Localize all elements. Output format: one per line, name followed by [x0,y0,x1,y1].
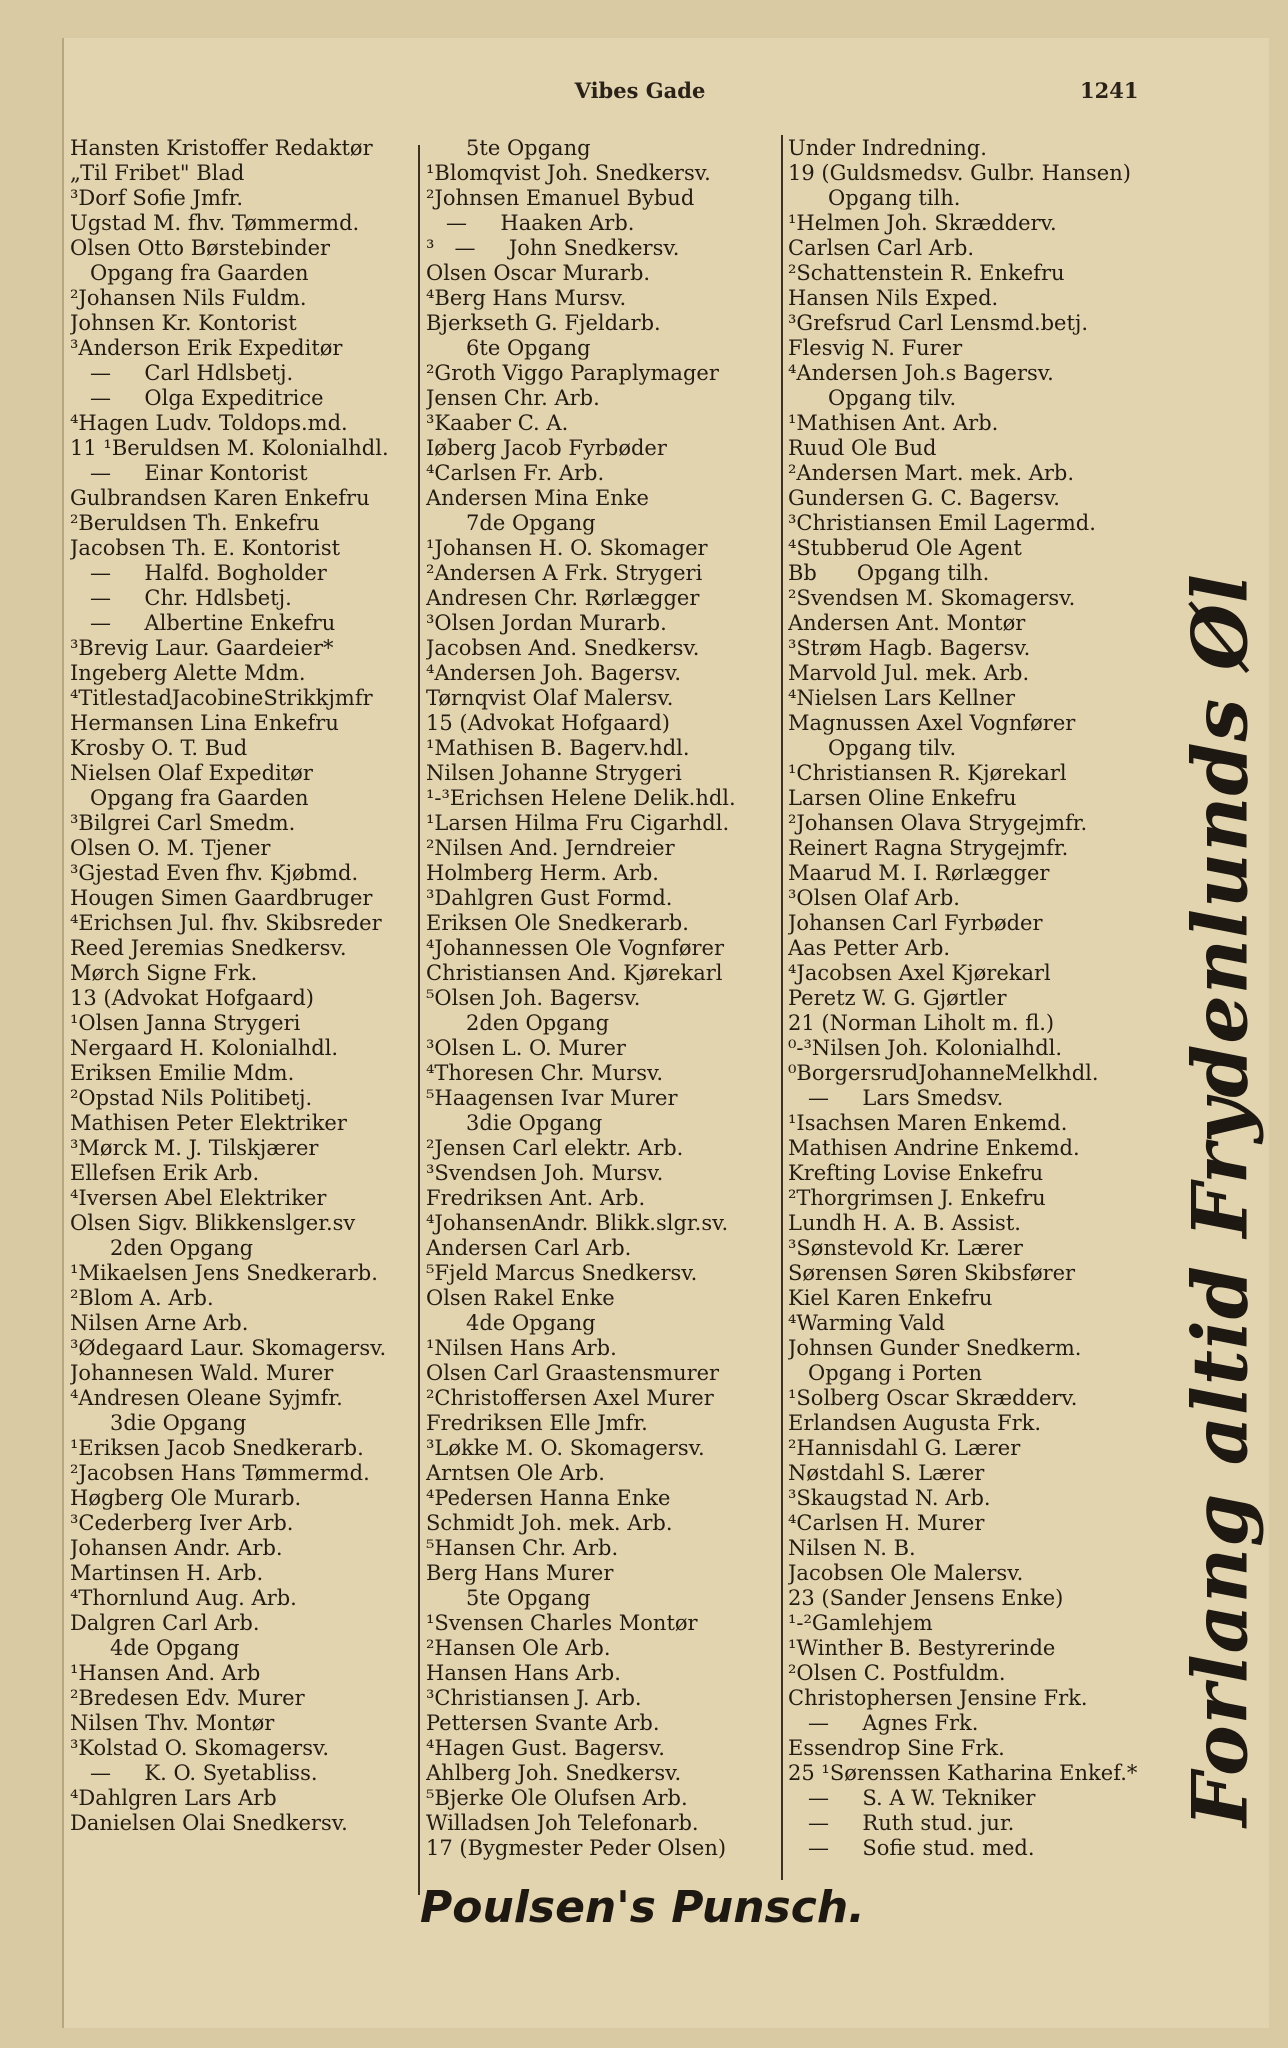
directory-entry: ⁴Stubberud Ole Agent [788,536,1022,560]
directory-entry: ¹Larsen Hilma Fru Cigarhdl. [426,811,730,835]
directory-entry: ⁵Hansen Chr. Arb. [426,1536,619,1560]
directory-entry: ³Løkke M. O. Skomagersv. [426,1436,705,1460]
directory-entry: 21 (Norman Liholt m. fl.) [788,1011,1055,1035]
directory-column-3 [788,136,1158,1861]
directory-entry: ¹-³Erichsen Helene Delik.hdl. [426,786,736,810]
directory-entry: ¹Mikaelsen Jens Snedkerarb. [70,1261,378,1285]
directory-entry: ³Olsen L. O. Murer [426,1036,626,1060]
directory-entry: ³Dahlgren Gust Formd. [426,886,673,910]
directory-entry: Reed Jeremias Snedkersv. [70,936,347,960]
directory-entry: ²Johnsen Emanuel Bybud [426,186,695,210]
directory-entry: Larsen Oline Enkefru [788,786,1017,810]
directory-entry: Mathisen Andrine Enkemd. [788,1136,1080,1160]
directory-entry: ³Bilgrei Carl Smedm. [70,811,296,835]
directory-entry: Ahlberg Joh. Snedkersv. [426,1761,682,1785]
directory-entry: Jacobsen Th. E. Kontorist [70,536,341,560]
directory-entry: Christophersen Jensine Frk. [788,1686,1088,1710]
directory-entry: 7de Opgang [426,511,596,535]
directory-entry: ³Ødegaard Laur. Skomagersv. [70,1336,387,1360]
directory-entry: Arntsen Ole Arb. [426,1461,605,1485]
directory-entry: 2den Opgang [426,1011,610,1035]
directory-entry: 2den Opgang [70,1236,254,1260]
directory-entry: 6te Opgang [426,336,591,360]
directory-entry: 17 (Bygmester Peder Olsen) [426,1836,727,1860]
directory-entry: Andersen Carl Arb. [426,1236,632,1260]
directory-entry: Jacobsen Ole Malersv. [788,1561,1024,1585]
directory-entry: — Einar Kontorist [70,461,308,485]
directory-entry: 15 (Advokat Hofgaard) [426,711,670,735]
directory-entry: ⁴Warming Vald [788,1311,945,1335]
directory-entry: ²Christoffersen Axel Murer [426,1386,714,1410]
directory-entry: ¹Olsen Janna Strygeri [70,1011,301,1035]
directory-entry: Eriksen Emilie Mdm. [70,1061,295,1085]
directory-entry: ³Mørck M. J. Tilskjærer [70,1136,319,1160]
directory-entry: ⁴Jacobsen Axel Kjørekarl [788,961,1051,985]
directory-entry: ³Brevig Laur. Gaardeier* [70,636,334,660]
directory-entry: Ruud Ole Bud [788,436,937,460]
directory-entry: ⁴Dahlgren Lars Arb [70,1786,277,1810]
directory-entry: 11 ¹Beruldsen M. Kolonialhdl. [70,436,389,460]
directory-entry: ¹Mathisen Ant. Arb. [788,411,999,435]
directory-entry: Lundh H. A. B. Assist. [788,1211,1021,1235]
directory-entry: ¹Christiansen R. Kjørekarl [788,761,1067,785]
directory-entry: ³Dorf Sofie Jmfr. [70,186,244,210]
directory-entry: ⁰-³Nilsen Joh. Kolonialhdl. [788,1036,1063,1060]
directory-entry: Tørnqvist Olaf Malersv. [426,686,674,710]
directory-entry: Hansen Nils Exped. [788,286,999,310]
directory-entry: Christiansen And. Kjørekarl [426,961,723,985]
directory-entry: Ellefsen Erik Arb. [70,1161,260,1185]
directory-entry: 25 ¹Sørenssen Katharina Enkef.* [788,1761,1138,1785]
directory-entry: Nergaard H. Kolonialhdl. [70,1036,339,1060]
directory-entry: Maarud M. I. Rørlægger [788,861,1050,885]
directory-entry: Johnsen Kr. Kontorist [70,311,297,335]
directory-entry: Krosby O. T. Bud [70,736,248,760]
directory-entry: ¹Eriksen Jacob Snedkerarb. [70,1436,364,1460]
directory-entry: Olsen O. M. Tjener [70,836,271,860]
directory-entry: Carlsen Carl Arb. [788,236,975,260]
directory-entry: — Carl Hdlsbetj. [70,361,294,385]
advertisement-frydenlund: Forlang altid Frydenlunds Øl [1175,573,1265,1827]
directory-entry: ²Nilsen And. Jerndreier [426,836,675,860]
directory-entry: Holmberg Herm. Arb. [426,861,659,885]
directory-entry: — Halfd. Bogholder [70,561,327,585]
directory-entry: Olsen Carl Graastensmurer [426,1361,720,1385]
directory-entry: ²Bredesen Edv. Murer [70,1686,305,1710]
directory-entry: ⁴Hagen Gust. Bagersv. [426,1736,665,1760]
directory-entry: ⁰BorgersrudJohanneMelkhdl. [788,1061,1099,1085]
directory-entry: Opgang tilv. [788,736,957,760]
directory-entry: ⁴Andersen Joh.s Bagersv. [788,361,1054,385]
directory-entry: ³Skaugstad N. Arb. [788,1486,991,1510]
directory-entry: ²Schattenstein R. Enkefru [788,261,1065,285]
directory-entry: 5te Opgang [426,1586,591,1610]
directory-entry: ⁴JohansenAndr. Blikk.slgr.sv. [426,1211,729,1235]
directory-entry: Andresen Chr. Rørlægger [426,586,700,610]
directory-entry: ³Christiansen Emil Lagermd. [788,511,1096,535]
directory-entry: ¹Johansen H. O. Skomager [426,536,708,560]
directory-entry: ³Sønstevold Kr. Lærer [788,1236,1023,1260]
directory-entry: Nøstdahl S. Lærer [788,1461,985,1485]
directory-entry: Nilsen N. B. [788,1536,916,1560]
directory-entry: — Haaken Arb. [426,211,635,235]
street-title: Vibes Gade [574,78,706,103]
directory-entry: Hansten Kristoffer Redaktør [70,136,373,160]
directory-entry: Krefting Lovise Enkefru [788,1161,1044,1185]
directory-entry: Johansen Carl Fyrbøder [788,911,1043,935]
directory-entry: ¹Mathisen B. Bagerv.hdl. [426,736,690,760]
directory-entry: Reinert Ragna Strygejmfr. [788,836,1069,860]
directory-entry: ⁴Carlsen H. Murer [788,1511,985,1535]
directory-entry: Johnsen Gunder Snedkerm. [788,1336,1082,1360]
directory-entry: Ugstad M. fhv. Tømmermd. [70,211,360,235]
directory-entry: ²Johansen Nils Fuldm. [70,286,307,310]
directory-entry: Hansen Hans Arb. [426,1661,621,1685]
directory-entry: — Ruth stud. jur. [788,1811,1015,1835]
directory-entry: Martinsen H. Arb. [70,1561,264,1585]
directory-entry: ²Olsen C. Postfuldm. [788,1661,1006,1685]
directory-entry: Essendrop Sine Frk. [788,1736,1005,1760]
directory-entry: Peretz W. G. Gjørtler [788,986,1007,1010]
directory-entry: ⁴Hagen Ludv. Toldops.md. [70,411,348,435]
directory-entry: Iøberg Jacob Fyrbøder [426,436,667,460]
directory-entry: ²Hansen Ole Arb. [426,1636,611,1660]
directory-entry: ¹-²Gamlehjem [788,1611,933,1635]
directory-entry: ²Svendsen M. Skomagersv. [788,586,1076,610]
directory-entry: ¹Solberg Oscar Skrædderv. [788,1386,1078,1410]
directory-entry: Willadsen Joh Telefonarb. [426,1811,699,1835]
directory-entry: ³Kaaber C. A. [426,411,569,435]
directory-entry: Opgang tilh. [788,186,961,210]
directory-entry: — Agnes Frk. [788,1711,979,1735]
directory-entry: ²Beruldsen Th. Enkefru [70,511,320,535]
directory-entry: ⁴Andresen Oleane Syjmfr. [70,1386,343,1410]
directory-column-1 [70,136,420,1836]
directory-entry: ³Svendsen Joh. Mursv. [426,1161,664,1185]
directory-entry: Marvold Jul. mek. Arb. [788,661,1030,685]
directory-entry: Hougen Simen Gaardbruger [70,886,373,910]
directory-entry: Fredriksen Ant. Arb. [426,1186,646,1210]
directory-column-2 [426,136,786,1861]
directory-entry: Eriksen Ole Snedkerarb. [426,911,689,935]
directory-entry: Opgang tilv. [788,386,957,410]
directory-entry: Johansen Andr. Arb. [70,1536,283,1560]
directory-entry: Nilsen Arne Arb. [70,1311,249,1335]
directory-entry: Gulbrandsen Karen Enkefru [70,486,370,510]
directory-entry: Pettersen Svante Arb. [426,1711,660,1735]
column-divider-1 [418,145,420,1895]
directory-entry: Olsen Oscar Murarb. [426,261,651,285]
directory-entry: Olsen Rakel Enke [426,1286,615,1310]
directory-entry: ³Kolstad O. Skomagersv. [70,1736,330,1760]
directory-entry: ³Olsen Jordan Murarb. [426,611,667,635]
directory-entry: ⁵Bjerke Ole Olufsen Arb. [426,1786,688,1810]
directory-entry: ⁵Haagensen Ivar Murer [426,1086,678,1110]
directory-entry: — Lars Smedsv. [788,1086,1004,1110]
directory-entry: Olsen Otto Børstebinder [70,236,331,260]
directory-entry: ³ — John Snedkersv. [426,236,680,260]
directory-entry: „Til Fribet" Blad [70,161,245,185]
page-number: 1241 [1080,78,1139,103]
directory-entry: ²Johansen Olava Strygejmfr. [788,811,1088,835]
directory-entry: ⁵Fjeld Marcus Snedkersv. [426,1261,698,1285]
directory-entry: ¹Hansen And. Arb [70,1661,261,1685]
directory-entry: 3die Opgang [70,1411,247,1435]
directory-entry: — Chr. Hdlsbetj. [70,586,292,610]
column-divider-2 [781,135,783,1880]
directory-entry: ³Olsen Olaf Arb. [788,886,960,910]
directory-entry: Mørch Signe Frk. [70,961,258,985]
directory-entry: Olsen Sigv. Blikkenslger.sv [70,1211,356,1235]
directory-entry: — K. O. Syetabliss. [70,1761,318,1785]
directory-entry: — Albertine Enkefru [70,611,336,635]
directory-entry: ⁴Nielsen Lars Kellner [788,686,1015,710]
directory-entry: ³Grefsrud Carl Lensmd.betj. [788,311,1089,335]
directory-entry: Ingeberg Alette Mdm. [70,661,306,685]
directory-entry: ⁴Pedersen Hanna Enke [426,1486,671,1510]
directory-entry: ³Strøm Hagb. Bagersv. [788,636,1031,660]
directory-entry: ²Andersen Mart. mek. Arb. [788,461,1075,485]
directory-entry: ¹Isachsen Maren Enkemd. [788,1111,1068,1135]
directory-entry: Nilsen Thv. Montør [70,1711,275,1735]
advertisement-poulsen-punsch: Poulsen's Punsch. [420,1882,865,1933]
directory-entry: — Olga Expeditrice [70,386,324,410]
directory-entry: ³Gjestad Even fhv. Kjøbmd. [70,861,359,885]
directory-entry: ⁴Berg Hans Mursv. [426,286,627,310]
directory-entry: 3die Opgang [426,1111,603,1135]
directory-entry: ²Groth Viggo Paraplymager [426,361,719,385]
directory-entry: Mathisen Peter Elektriker [70,1111,347,1135]
directory-entry: Aas Petter Arb. [788,936,951,960]
directory-entry: ³Cederberg Iver Arb. [70,1511,294,1535]
directory-entry: Dalgren Carl Arb. [70,1611,260,1635]
directory-entry: Schmidt Joh. mek. Arb. [426,1511,673,1535]
directory-entry: ²Thorgrimsen J. Enkefru [788,1186,1046,1210]
directory-entry: ²Andersen A Frk. Strygeri [426,561,703,585]
directory-entry: 4de Opgang [426,1311,596,1335]
directory-entry: Hermansen Lina Enkefru [70,711,339,735]
directory-entry: ⁴Johannessen Ole Vognfører [426,936,724,960]
directory-entry: Jensen Chr. Arb. [426,386,600,410]
directory-entry: Magnussen Axel Vognfører [788,711,1076,735]
directory-entry: ²Opstad Nils Politibetj. [70,1086,313,1110]
directory-entry: Johannesen Wald. Murer [70,1361,334,1385]
directory-entry: 23 (Sander Jensens Enke) [788,1586,1064,1610]
directory-entry: Bjerkseth G. Fjeldarb. [426,311,661,335]
directory-entry: Nilsen Johanne Strygeri [426,761,682,785]
directory-entry: Andersen Ant. Montør [788,611,1026,635]
directory-entry: Bb Opgang tilh. [788,561,990,585]
directory-entry: Under Indredning. [788,136,987,160]
directory-entry: ¹Nilsen Hans Arb. [426,1336,617,1360]
directory-entry: ¹Helmen Joh. Skrædderv. [788,211,1057,235]
directory-entry: ¹Blomqvist Joh. Snedkersv. [426,161,711,185]
directory-entry: 13 (Advokat Hofgaard) [70,986,314,1010]
directory-entry: Opgang fra Gaarden [70,261,309,285]
directory-entry: Flesvig N. Furer [788,336,963,360]
directory-entry: — S. A W. Tekniker [788,1786,1036,1810]
directory-entry: Berg Hans Murer [426,1561,614,1585]
directory-entry: ³Anderson Erik Expeditør [70,336,343,360]
directory-entry: ⁴TitlestadJacobineStrikkjmfr [70,686,373,710]
directory-entry: Høgberg Ole Murarb. [70,1486,302,1510]
directory-entry: 19 (Guldsmedsv. Gulbr. Hansen) [788,161,1131,185]
directory-entry: Sørensen Søren Skibsfører [788,1261,1076,1285]
directory-entry: Kiel Karen Enkefru [788,1286,993,1310]
directory-entry: ⁴Andersen Joh. Bagersv. [426,661,682,685]
directory-entry: ³Christiansen J. Arb. [426,1686,642,1710]
directory-entry: ²Jensen Carl elektr. Arb. [426,1136,684,1160]
directory-entry: Jacobsen And. Snedkersv. [426,636,700,660]
directory-entry: ²Hannisdahl G. Lærer [788,1436,1021,1460]
directory-entry: 4de Opgang [70,1636,240,1660]
directory-entry: ⁴Thoresen Chr. Mursv. [426,1061,664,1085]
directory-entry: — Sofie stud. med. [788,1836,1035,1860]
directory-entry: Gundersen G. C. Bagersv. [788,486,1060,510]
directory-entry: ⁵Olsen Joh. Bagersv. [426,986,641,1010]
directory-entry: Opgang i Porten [788,1361,983,1385]
directory-entry: ⁴Iversen Abel Elektriker [70,1186,327,1210]
directory-entry: ¹Svensen Charles Montør [426,1611,698,1635]
directory-entry: ⁴Carlsen Fr. Arb. [426,461,605,485]
directory-entry: ⁴Thornlund Aug. Arb. [70,1586,297,1610]
directory-entry: Opgang fra Gaarden [70,786,309,810]
directory-entry: 5te Opgang [426,136,591,160]
directory-entry: ²Blom A. Arb. [70,1286,214,1310]
directory-entry: Nielsen Olaf Expeditør [70,761,313,785]
directory-entry: ⁴Erichsen Jul. fhv. Skibsreder [70,911,382,935]
directory-entry: ¹Winther B. Bestyrerinde [788,1636,1056,1660]
directory-entry: ²Jacobsen Hans Tømmermd. [70,1461,370,1485]
directory-entry: Andersen Mina Enke [426,486,649,510]
directory-entry: Danielsen Olai Snedkersv. [70,1811,348,1835]
directory-entry: Erlandsen Augusta Frk. [788,1411,1042,1435]
directory-entry: Fredriksen Elle Jmfr. [426,1411,648,1435]
